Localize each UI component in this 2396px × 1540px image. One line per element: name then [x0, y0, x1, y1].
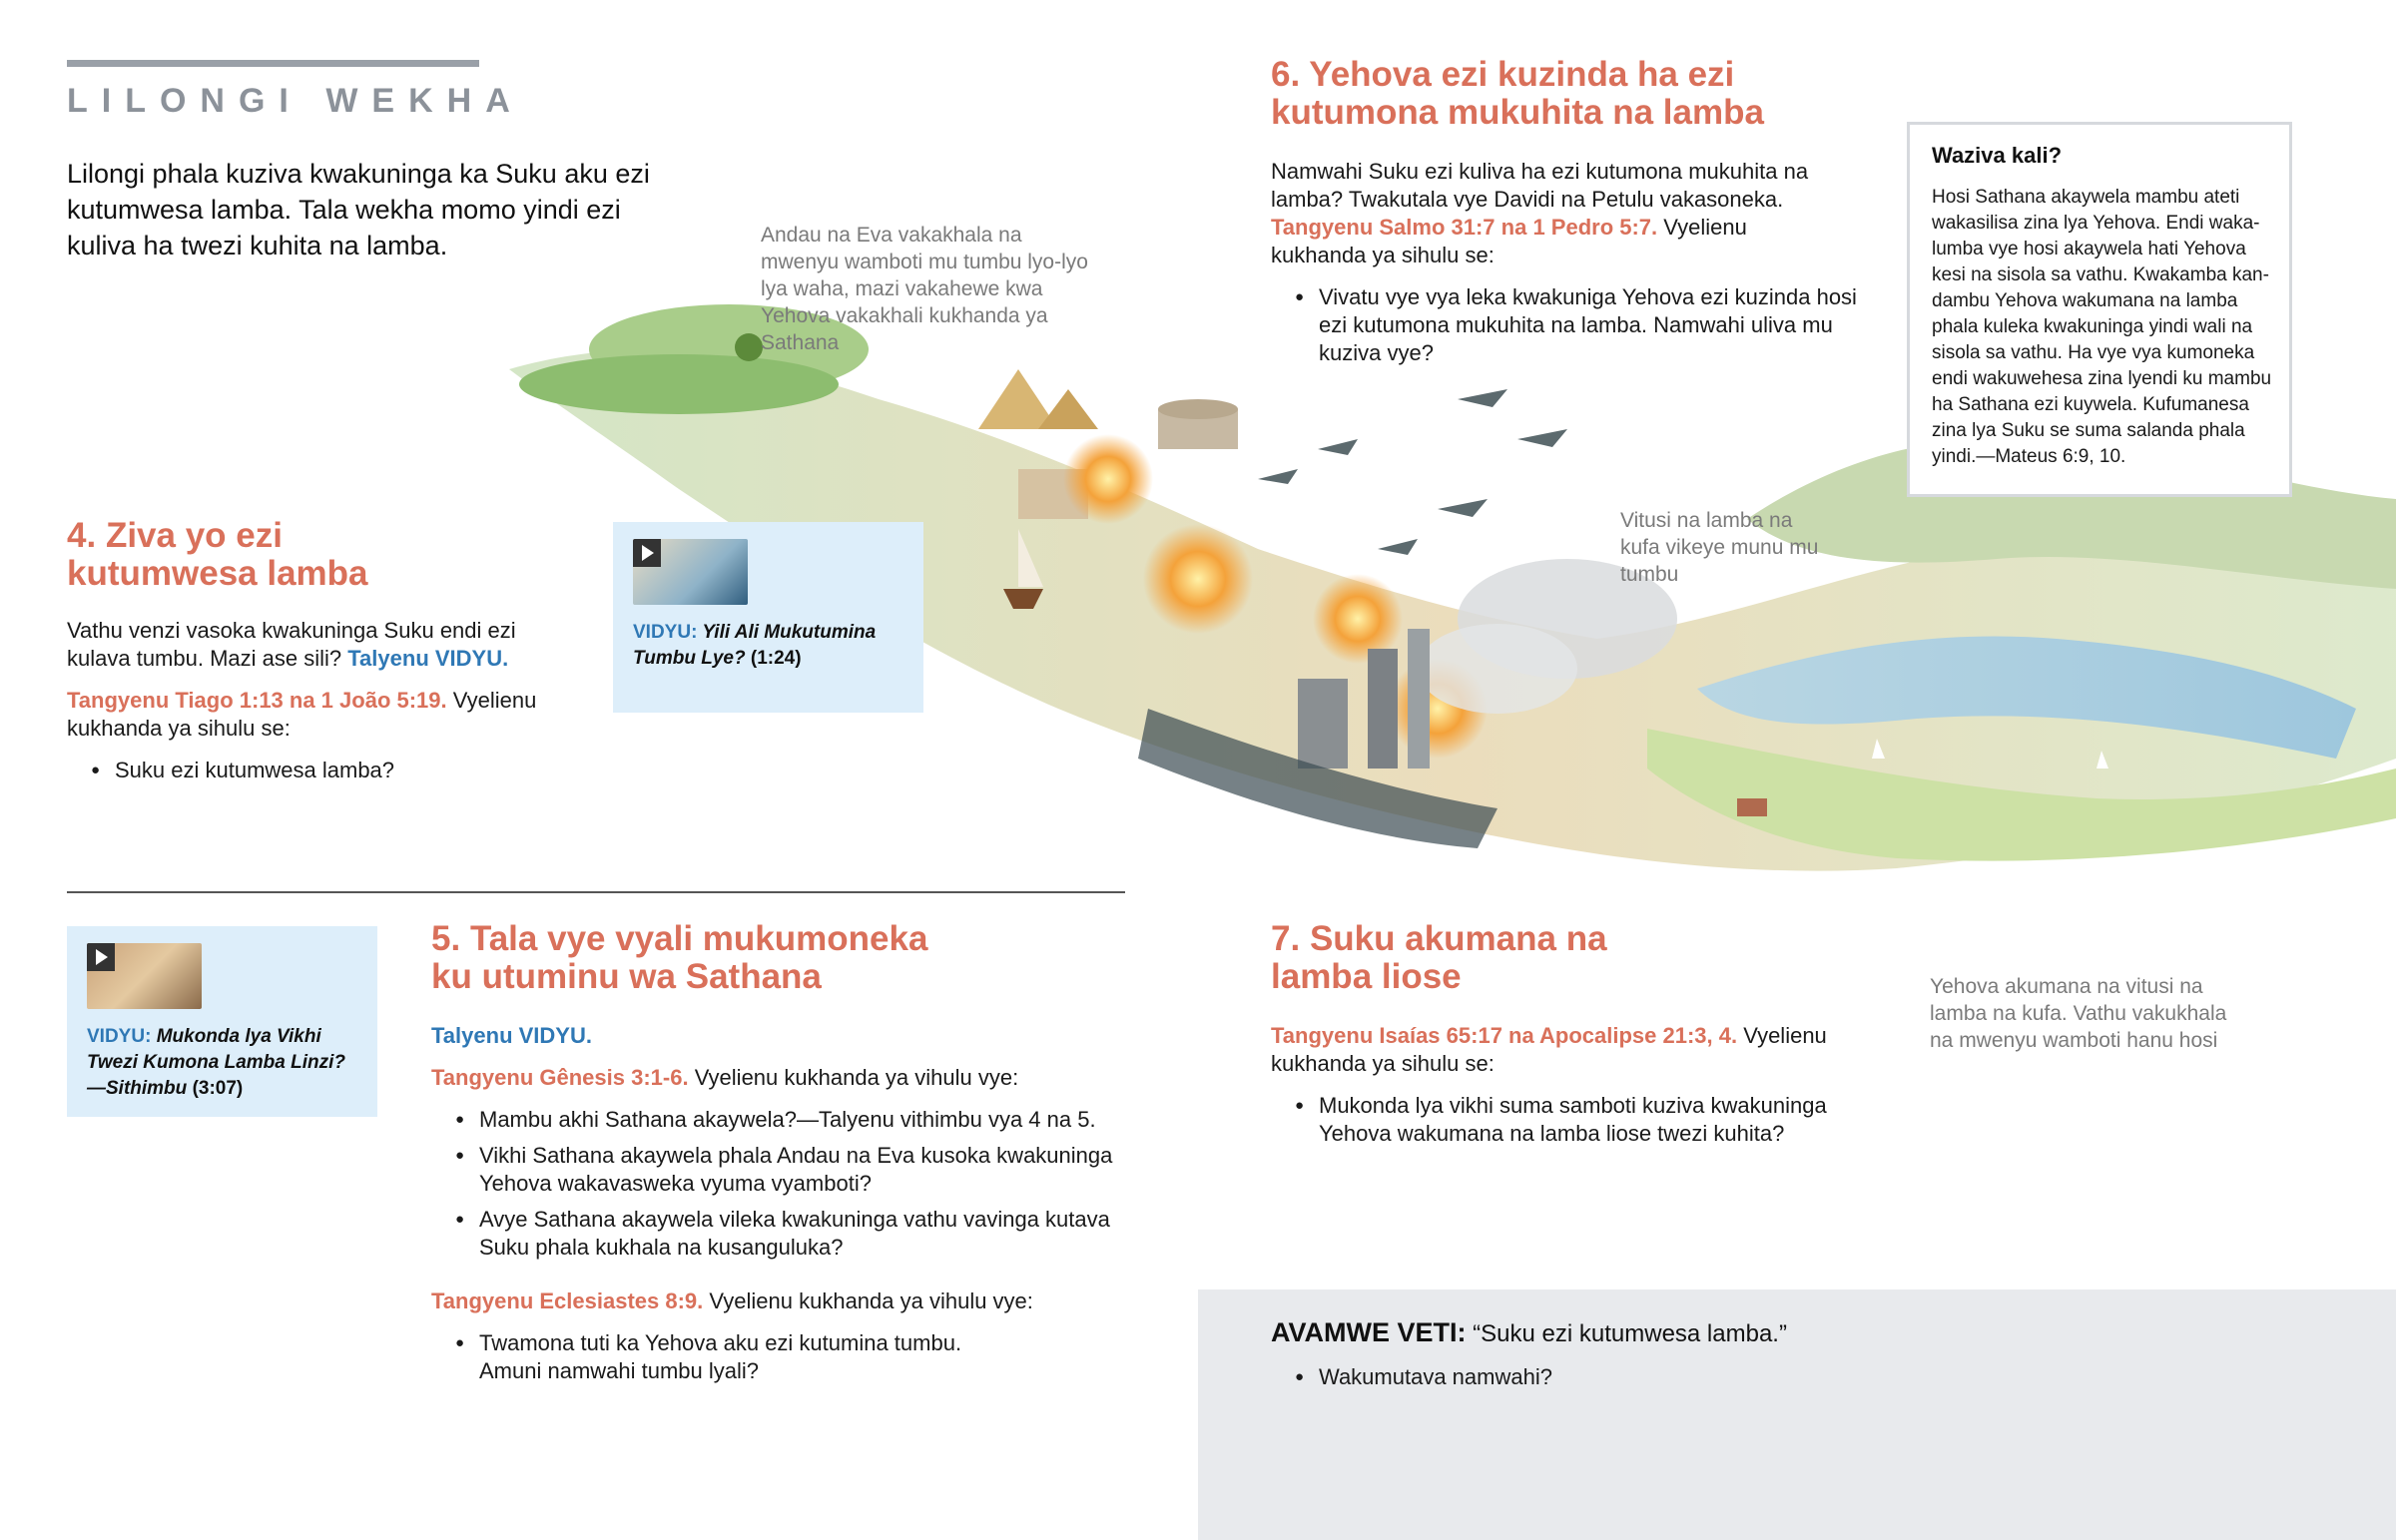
video-duration: (1:24): [750, 648, 802, 669]
section-4-scripture-ref[interactable]: Tangyenu Tiago 1:13 na 1 João 5:19.: [67, 688, 447, 713]
section-7-title-text: Suku akumana na lamba liose: [1271, 919, 1607, 996]
section-7-number: 7.: [1271, 919, 1301, 958]
section-5-title-text: Tala vye vyali mukumoneka ku utuminu wa Sathana: [431, 919, 928, 996]
question-item: ● Mukonda lya vikhi suma samboti kuziva kwakuninga Yehova wakumana na lamba liose twezi kuhita?: [1271, 1092, 1870, 1148]
section-6-paragraph: [1271, 158, 1830, 269]
video-label: VIDYU:: [87, 1026, 152, 1047]
video-label: VIDYU:: [633, 622, 698, 643]
section-6-ref-text: Vyelienu kukhanda ya sihulu se:: [1271, 215, 1747, 267]
section-4-video-link[interactable]: Talyenu VIDYU.: [347, 646, 509, 671]
section-4-ref-text: Vyelienu kukhanda ya sihulu se:: [67, 688, 537, 741]
video-thumbnail[interactable]: [633, 539, 748, 605]
question-item: ● Mambu akhi Sathana akaywela?—Talyenu vithimbu vya 4 na 5.: [431, 1106, 1130, 1134]
section-6-title: [1271, 56, 1830, 132]
header-rule: [67, 60, 479, 67]
section-5-reference-line-1: [431, 1064, 1130, 1092]
section-4-paragraph: [67, 617, 566, 673]
section-5-questions-1: [431, 1106, 1130, 1262]
section-5-ref2-text: Vyelienu kukhanda ya vihulu vye:: [709, 1288, 1033, 1313]
did-you-know-text: Hosi Sathana akaywela mambu ateti wakasilisa zina lya Yehova. Endi waka-lumba vye hosi akaywela hati Yehova kesi na sisola sa vathu. Kwakamba kan-dambu Yehova wakumana na lamba phala kuleka kwakuninga yindi wali na sisola sa vathu. Ha vye vya kumoneka endi wakuwehesa zina lyendi ku mambu ha Sathana ezi kuywela. Kufumanesa zina lya Suku se suma salanda phala yindi.—Mateus 6:9, 10.: [1932, 187, 2272, 467]
eden-caption: Andau na Eva vakakhala na mwenyu wamboti mu tumbu lyo-lyo lya waha, mazi vakahewe kwa Yehova vakakhali kukhanda ya Sathana: [761, 224, 1088, 354]
summary-questions-wrap: [1271, 1363, 1870, 1399]
video-duration: (3:07): [192, 1078, 244, 1099]
section-7-reference-line: [1271, 1022, 1870, 1078]
section-7-body: [1271, 1022, 1870, 1156]
section-7-title: [1271, 920, 1670, 996]
section-divider: [67, 891, 1125, 893]
section-4-body: [67, 617, 566, 792]
question-item: ● Avye Sathana akaywela vileka kwakuninga vathu vavinga kutava Suku phala kukhala na kusanguluka?: [431, 1206, 1130, 1262]
did-you-know-box: [1907, 122, 2292, 497]
lesson-kicker: LILONGI WEKHA: [67, 82, 524, 120]
section-5-questions-2: [431, 1329, 990, 1385]
section-4-title: [67, 517, 386, 593]
section-5-video-link[interactable]: Talyenu VIDYU.: [431, 1023, 592, 1048]
section-4-para-text: Vathu venzi vasoka kwakuninga Suku endi ezi kulava tumbu. Mazi ase sili?: [67, 618, 516, 671]
summary-questions: [1271, 1363, 1870, 1391]
section-4-questions: [67, 757, 566, 784]
section-5-number: 5.: [431, 919, 461, 958]
section-4-reference-line: [67, 687, 566, 743]
section-5-scripture-ref-1[interactable]: Tangyenu Gênesis 3:1-6.: [431, 1065, 689, 1090]
video-card-2[interactable]: [67, 926, 377, 1117]
question-item: ● Suku ezi kutumwesa lamba?: [67, 757, 566, 784]
question-item: ● Twamona tuti ka Yehova aku ezi kutumina tumbu. Amuni namwahi tumbu lyali?: [431, 1329, 990, 1385]
war-caption: Vitusi na lamba na kufa vikeye munu mu tumbu: [1620, 509, 1819, 586]
video-caption: [633, 620, 902, 672]
video-caption: [87, 1024, 366, 1102]
section-6-scripture-ref[interactable]: Tangyenu Salmo 31:7 na 1 Pedro 5:7.: [1271, 215, 1658, 240]
video-card-1[interactable]: [613, 522, 923, 713]
section-5-body: [431, 1022, 1130, 1393]
question-item: ● Wakumutava namwahi?: [1271, 1363, 1870, 1391]
section-4-title-text: Ziva yo ezi kutumwesa lamba: [67, 516, 368, 593]
summary-quote: “Suku ezi kutumwesa lamba.”: [1473, 1320, 1787, 1347]
section-6-number: 6.: [1271, 55, 1301, 94]
section-6-title-text: Yehova ezi kuzinda ha ezi kutumona mukuhita na lamba: [1271, 55, 1764, 132]
section-5-title: [431, 920, 950, 996]
video-title: Yili Ali Mukutumina Tumbu Lye?: [633, 622, 877, 669]
video-title-suffix: —Sithimbu: [87, 1078, 188, 1099]
question-item: ● Vivatu vye vya leka kwakuniga Yehova ezi kuzinda hosi ezi kutumona mukuhita na lamba. Namwahi uliva mu kuziva vye?: [1271, 283, 1880, 367]
play-icon[interactable]: [87, 943, 115, 971]
play-icon[interactable]: [633, 539, 661, 567]
did-you-know-title: Waziva kali?: [1932, 143, 2063, 168]
paradise-caption: Yehova akumana na vitusi na lamba na kufa. Vathu vakukhala na mwenyu wamboti hanu hosi: [1930, 975, 2227, 1052]
section-7-scripture-ref[interactable]: Tangyenu Isaías 65:17 na Apocalipse 21:3, 4.: [1271, 1023, 1738, 1048]
video-title: Mukonda lya Vikhi Twezi Kumona Lamba Linzi?: [87, 1026, 345, 1073]
section-6-body: [1271, 158, 1880, 375]
section-6-para-text: Namwahi Suku ezi kuliva ha ezi kutumona mukuhita na lamba? Twakutala vye Davidi na Petulu vakasoneka.: [1271, 159, 1809, 212]
section-5-scripture-ref-2[interactable]: Tangyenu Eclesiastes 8:9.: [431, 1288, 704, 1313]
section-4-number: 4.: [67, 516, 97, 555]
summary-statement: [1271, 1317, 1787, 1348]
section-7-ref-text: Vyelienu kukhanda ya sihulu se:: [1271, 1023, 1827, 1076]
section-7-questions: [1271, 1092, 1870, 1148]
section-6-questions: [1271, 283, 1880, 367]
video-thumbnail[interactable]: [87, 943, 202, 1009]
question-item: ● Vikhi Sathana akaywela phala Andau na Eva kusoka kwakuninga Yehova wakavasweka vyuma vyamboti?: [431, 1142, 1130, 1198]
section-5-link-line: [431, 1022, 1130, 1050]
section-5-ref1-text: Vyelienu kukhanda ya vihulu vye:: [694, 1065, 1019, 1090]
intro-text: Lilongi phala kuziva kwakuninga ka Suku aku ezi kutumwesa lamba. Tala wekha momo yindi ezi kuliva ha twezi kuhita na lamba.: [67, 159, 650, 260]
section-5-reference-line-2: [431, 1287, 1130, 1315]
summary-label: AVAMWE VETI:: [1271, 1317, 1467, 1347]
